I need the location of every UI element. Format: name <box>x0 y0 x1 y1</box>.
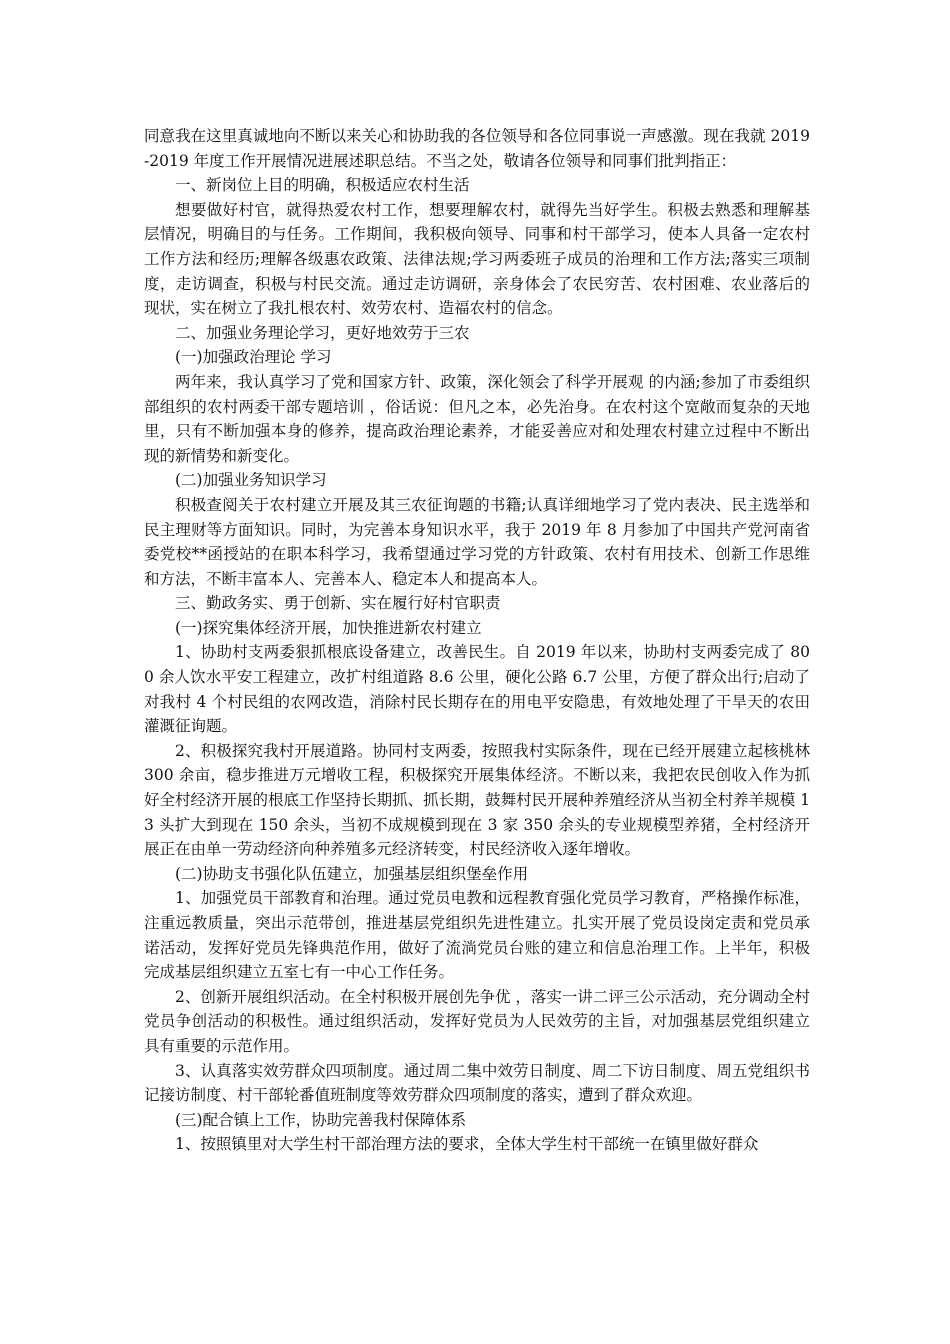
section-heading: 三、勤政务实、勇于创新、实在履行好村官职责 <box>175 594 501 613</box>
paragraph: 2、积极探究我村开展道路。协同村支两委，按照我村实际条件，现在已经开展建立起核桃林 300 余亩，稳步推进万元增收工程，积极探究开展集体经济。不断以来，我把农民创收入作为抓好全村经济开展的根底工作坚持长期抓、抓长期，鼓舞村民开展种养殖经济从当初全村养羊规模 13 头扩大到现在 150 余头，当初不成规模到现在 3 家 350 余头的专业规模型养猪，全村经济开展正在由单一劳动经济向种养殖多元经济转变，村民经济收入逐年增收。 <box>144 741 810 859</box>
subsection-heading: (一)探究集体经济开展，加快推进新农村建立 <box>175 618 482 637</box>
paragraph: 1、按照镇里对大学生村干部治理方法的要求，全体大学生村干部统一在镇里做好群众 <box>175 1135 759 1154</box>
section-heading: 二、加强业务理论学习，更好地效劳于三农 <box>175 323 470 342</box>
subsection-heading: (二)加强业务知识学习 <box>175 471 327 490</box>
paragraph: 1、协助村支两委狠抓根底设备建立，改善民生。自 2019 年以来，协助村支两委完成了 800 余人饮水平安工程建立，改扩村组道路 8.6 公里，硬化公路 6.7 公里，方便了群众出行;启动了对我村 4 个村民组的农网改造，消除村民长期存在的用电平安隐患，有效地处理了干旱天的农田灌溉征询题。 <box>144 643 810 736</box>
subsection-heading: (一)加强政治理论 学习 <box>175 348 332 367</box>
paragraph: 两年来，我认真学习了党和国家方针、政策，深化领会了科学开展观 的内涵;参加了市委组织部组织的农村两委干部专题培训 ，俗话说：但凡之本，必先治身。在农村这个宽敞而复杂的天地里，只有不断加强本身的修养，提高政治理论素养，才能妥善应对和处理农村建立过程中不断出现的新情势和新变化。 <box>144 372 810 465</box>
subsection-heading: (三)配合镇上工作，协助完善我村保障体系 <box>175 1110 467 1129</box>
paragraph: 1、加强党员干部教育和治理。通过党员电教和远程教育强化党员学习教育，严格操作标准，注重远教质量，突出示范带创，推进基层党组织先进性建立。扎实开展了党员设岗定责和党员承诺活动，发挥好党员先锋典范作用，做好了流淌党员台账的建立和信息治理工作。上半年，积极完成基层组织建立五室七有一中心工作任务。 <box>144 889 810 982</box>
paragraph: 2、创新开展组织活动。在全村积极开展创先争优 ，落实一讲二评三公示活动，充分调动全村党员争创活动的积极性。通过组织活动，发挥好党员为人民效劳的主旨，对加强基层党组织建立具有重要的示范作用。 <box>144 987 810 1055</box>
section-heading: 一、新岗位上目的明确，积极适应农村生活 <box>175 176 470 195</box>
paragraph: 同意我在这里真诚地向不断以来关心和协助我的各位领导和各位同事说一声感激。现在我就 2019-2019 年度工作开展情况进展述职总结。不当之处，敬请各位领导和同事们批判指正： <box>144 127 810 170</box>
paragraph: 积极查阅关于农村建立开展及其三农征询题的书籍;认真详细地学习了党内表决、民主选举和民主理财等方面知识。同时，为完善本身知识水平，我于 2019 年 8 月参加了中国共产党河南省委党校**函授站的在职本科学习，我希望通过学习党的方针政策、农村有用技术、创新工作思维和方法，不断丰富本人、完善本人、稳定本人和提高本人。 <box>144 495 810 588</box>
paragraph: 想要做好村官，就得热爱农村工作，想要理解农村，就得先当好学生。积极去熟悉和理解基层情况，明确目的与任务。工作期间，我积极向领导、同事和村干部学习，使本人具备一定农村工作方法和经历;理解各级惠农政策、法律法规;学习两委班子成员的治理和工作方法;落实三项制度，走访调查，积极与村民交流。通过走访调研，亲身体会了农民穷苦、农村困难、农业落后的现状，实在树立了我扎根农村、效劳农村、造福农村的信念。 <box>144 200 810 318</box>
paragraph: 3、认真落实效劳群众四项制度。通过周二集中效劳日制度、周二下访日制度、周五党组织书记接访制度、村干部轮番值班制度等效劳群众四项制度的落实，遭到了群众欢迎。 <box>144 1061 810 1105</box>
subsection-heading: (二)协助支书强化队伍建立，加强基层组织堡垒作用 <box>175 864 529 883</box>
document-body <box>144 124 810 1157</box>
